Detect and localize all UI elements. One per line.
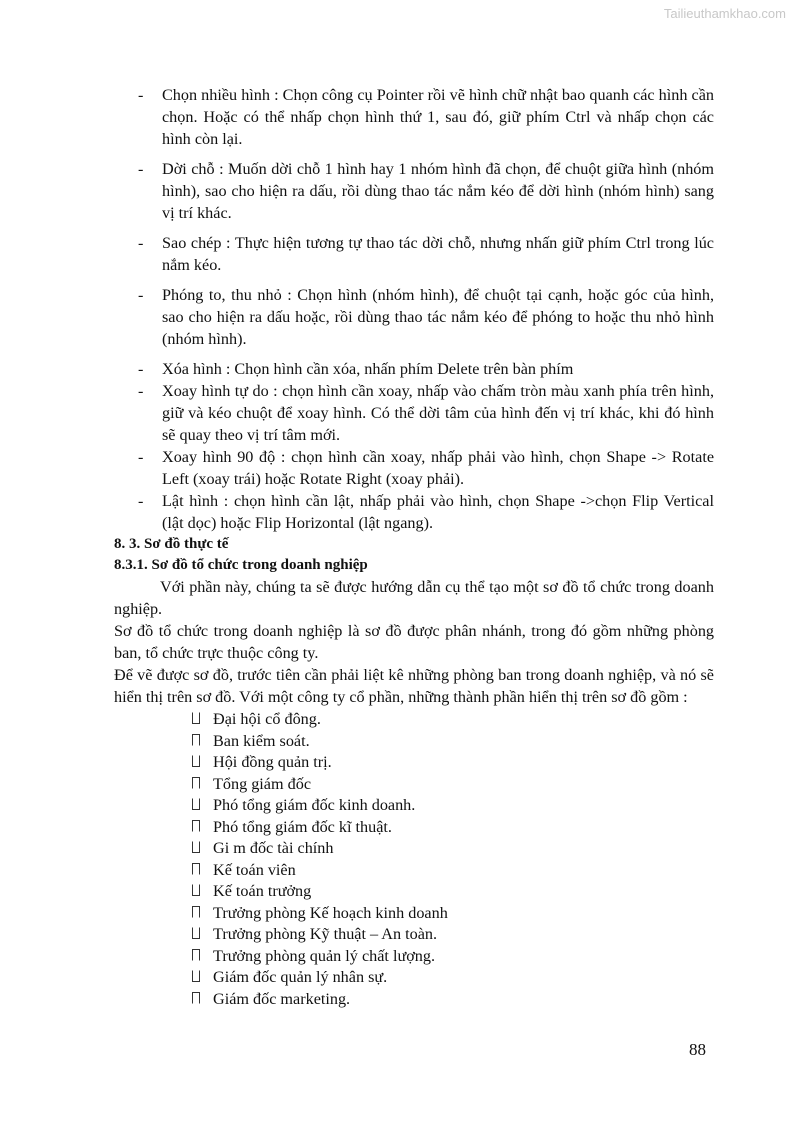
bullet-item: [114, 358, 714, 380]
checkbox-glyph-icon: [192, 992, 200, 1004]
bullet-text: Chọn nhiều hình : Chọn công cụ Pointer rồi vẽ hình chữ nhật bao quanh các hình cần chọn. Hoặc có thể nhấp chọn hình thứ 1, sau đó, giữ phím Ctrl và nhấp chọn các hình còn lại.: [162, 86, 714, 148]
list-item: Hội đồng quản trị.: [114, 751, 714, 773]
checkbox-glyph-icon: [192, 884, 200, 896]
list-item: Phó tổng giám đốc kĩ thuật.: [114, 816, 714, 838]
paragraph-instructions: Để vẽ được sơ đồ, trước tiên cần phải liệt kê những phòng ban trong doanh nghiệp, và nó sẽ hiển thị trên sơ đồ. Với một công ty cổ phần, những thành phần hiển thị trên sơ đồ gồm :: [114, 666, 714, 706]
bullet-dash: -: [138, 360, 144, 378]
checkbox-glyph-icon: [192, 949, 200, 961]
bullet-item: [114, 284, 714, 350]
org-member-list: [114, 708, 714, 1009]
checkbox-glyph-icon: [192, 798, 200, 810]
list-item: Giám đốc quản lý nhân sự.: [114, 966, 714, 988]
checkbox-glyph-icon: [192, 734, 200, 746]
watermark-text: Tailieuthamkhao.com: [663, 6, 786, 21]
paragraph-intro: Với phần này, chúng ta sẽ được hướng dẫn cụ thể tạo một sơ đồ tổ chức trong doanh nghiệp.: [114, 578, 714, 618]
bullet-text: Lật hình : chọn hình cần lật, nhấp phải vào hình, chọn Shape ->chọn Flip Vertical (lật dọc) hoặc Flip Horizontal (lật ngang).: [162, 492, 714, 532]
bullet-text: Dời chỗ : Muốn dời chỗ 1 hình hay 1 nhóm hình đã chọn, để chuột giữa hình (nhóm hình), sao cho hiện ra dấu, rồi dùng thao tác nắm kéo để dời hình (nhóm hình) sang vị trí khác.: [162, 160, 714, 222]
bullet-text: Xóa hình : Chọn hình cần xóa, nhấn phím Delete trên bàn phím: [162, 360, 574, 378]
list-item: Phó tổng giám đốc kinh doanh.: [114, 794, 714, 816]
bullet-text: Xoay hình 90 độ : chọn hình cần xoay, nhấp phải vào hình, chọn Shape -> Rotate Left (xoay trái) hoặc Rotate Right (xoay phải).: [162, 448, 714, 488]
list-item: Trưởng phòng quản lý chất lượng.: [114, 945, 714, 967]
list-item: Kế toán trưởng: [114, 880, 714, 902]
page-number: 88: [689, 1040, 706, 1059]
list-item: Ban kiểm soát.: [114, 730, 714, 752]
paragraph-definition: Sơ đồ tổ chức trong doanh nghiệp là sơ đồ được phân nhánh, trong đó gồm những phòng ban, tổ chức trực thuộc công ty.: [114, 622, 714, 662]
list-item: Trưởng phòng Kế hoạch kinh doanh: [114, 902, 714, 924]
checkbox-glyph-icon: [192, 777, 200, 789]
bullet-text: Phóng to, thu nhỏ : Chọn hình (nhóm hình), để chuột tại cạnh, hoặc góc của hình, sao cho hiện ra dấu hoặc, rồi dùng thao tác nắm kéo để phóng to hoặc thu nhỏ hình (nhóm hình).: [162, 286, 714, 348]
section-heading: 8. 3. Sơ đồ thực tế: [114, 536, 229, 552]
list-item: Tổng giám đốc: [114, 773, 714, 795]
checkbox-glyph-icon: [192, 927, 200, 939]
checkbox-glyph-icon: [192, 841, 200, 853]
bullet-item: [114, 158, 714, 224]
bullet-item: [114, 232, 714, 276]
checkbox-glyph-icon: [192, 970, 200, 982]
checkbox-glyph-icon: [192, 755, 200, 767]
bullet-dash: -: [138, 448, 144, 466]
bullet-dash: -: [138, 492, 144, 510]
bullet-item: [114, 490, 714, 534]
bullet-item: [114, 446, 714, 490]
list-item: Gi m đốc tài chính: [114, 837, 714, 859]
checkbox-glyph-icon: [192, 820, 200, 832]
bullet-item: [114, 84, 714, 150]
list-item: Trưởng phòng Kỹ thuật – An toàn.: [114, 923, 714, 945]
section-subheading: 8.3.1. Sơ đồ tổ chức trong doanh nghiệp: [114, 557, 368, 573]
checkbox-glyph-icon: [192, 906, 200, 918]
bullet-item: [114, 380, 714, 446]
list-item: Kế toán viên: [114, 859, 714, 881]
page-content: [114, 84, 714, 1009]
checkbox-glyph-icon: [192, 712, 200, 724]
bullet-dash: -: [138, 86, 144, 104]
bullet-dash: -: [138, 286, 144, 304]
bullet-dash: -: [138, 160, 144, 178]
bullet-dash: -: [138, 382, 144, 400]
checkbox-glyph-icon: [192, 863, 200, 875]
bullet-text: Xoay hình tự do : chọn hình cần xoay, nhấp vào chấm tròn màu xanh phía trên hình, giữ và kéo chuột để xoay hình. Có thể dời tâm của hình đến vị trí khác, khi đó hình sẽ quay theo vị trí tâm mới.: [162, 382, 714, 444]
list-item: Đại hội cổ đông.: [114, 708, 714, 730]
bullet-text: Sao chép : Thực hiện tương tự thao tác dời chỗ, nhưng nhấn giữ phím Ctrl trong lúc nắm kéo.: [162, 234, 714, 274]
list-item: Giám đốc marketing.: [114, 988, 714, 1010]
bullet-dash: -: [138, 234, 144, 252]
